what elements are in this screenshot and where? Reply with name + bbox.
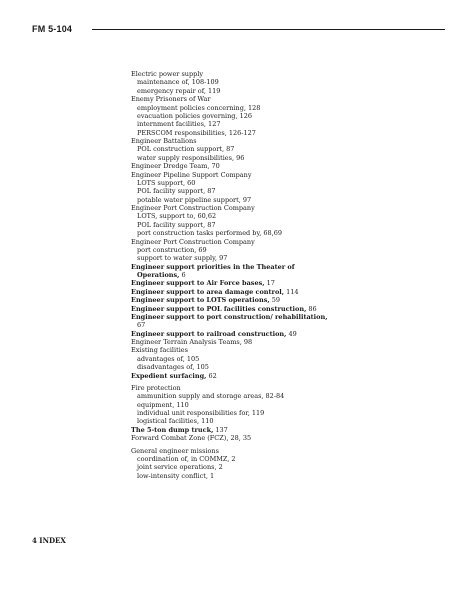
index-entry-page: 62	[206, 371, 217, 380]
index-entry: Enemy Prisoners of War	[131, 95, 211, 104]
index-entry-term: Engineer support to port construction/ rehabilitation,	[131, 312, 328, 321]
index-entry: Forward Combat Zone (FCZ), 28, 35	[131, 434, 252, 443]
index-subentry: logistical facilities, 110	[137, 417, 214, 426]
index-entry-bold	[131, 296, 336, 304]
index-entry-term: Expedient surfacing,	[131, 371, 207, 380]
index-subentry: individual unit responsibilities for, 119	[137, 409, 265, 417]
index-subentry: emergency repair of, 119	[137, 86, 221, 95]
index-entry-bold	[131, 305, 336, 313]
index-entry: Engineer Pipeline Support Company	[131, 170, 252, 179]
index-entry: Fire protection	[131, 383, 181, 392]
index-subentry: internment facilities, 127	[137, 120, 221, 129]
index-subentry: ammunition supply and storage areas, 82-84	[137, 392, 285, 401]
index-subentry: LOTS support, 60	[137, 178, 196, 187]
index-entry-page: 17	[264, 279, 275, 288]
index-subentry: equipment, 110	[137, 400, 189, 409]
page-header	[32, 24, 445, 36]
index-entry-bold	[131, 279, 336, 287]
index-entry-page: 67	[137, 321, 146, 330]
index-entry-term: Engineer support to POL facilities construction,	[131, 304, 307, 313]
index-entry-page: 114	[284, 287, 299, 296]
index-subentry: POL facility support, 87	[137, 187, 216, 196]
index-subentry: LOTS, support to, 60,62	[137, 212, 217, 221]
index-entry: Engineer Dredge Team, 70	[131, 162, 220, 171]
index-subentry: coordination of, in COMMZ, 2	[137, 454, 236, 463]
index-entry: Engineer Port Construction Company	[131, 204, 255, 212]
index-entry: Engineer Battalions	[131, 137, 197, 145]
index-entry-term: Engineer support to Air Force bases,	[131, 279, 265, 288]
index-entry: General engineer missions	[131, 446, 219, 455]
index-subentry: support to water supply, 97	[137, 254, 228, 263]
index-entry-page: 59	[269, 296, 280, 305]
manual-number: FM 5-104	[32, 24, 73, 34]
index-subentry: employment policies concerning, 128	[137, 103, 261, 112]
index-subentry: POL construction support, 87	[137, 145, 235, 154]
index-entry: Engineer Port Construction Company	[131, 237, 255, 246]
index-subentry: maintenance of, 108-109	[137, 78, 219, 87]
index-subentry: low-intensity conflict, 1	[137, 471, 215, 480]
index-entry-bold	[131, 372, 336, 380]
index-entry: Existing facilities	[131, 346, 188, 355]
index-entry-bold	[131, 263, 336, 280]
index-column	[131, 70, 336, 480]
index-entry: Engineer Terrain Analysis Teams, 98	[131, 338, 253, 346]
index-subentry: advantages of, 105	[137, 354, 200, 363]
index-entry-term: Engineer support priorities in the Theater of Operations,	[131, 262, 295, 279]
index-entry-bold	[131, 313, 336, 330]
index-subentry: water supply responsibilities, 96	[137, 153, 245, 162]
index-entry-page: 137	[213, 425, 228, 434]
index-entry-page: 86	[306, 304, 317, 313]
index-subentry: disadvantages of, 105	[137, 363, 209, 372]
index-entry-term: Engineer support to railroad construction,	[131, 329, 287, 338]
header-rule	[92, 29, 445, 30]
index-subentry: POL facility support, 87	[137, 220, 216, 229]
index-entry-bold	[131, 330, 336, 338]
index-entry-term: Engineer support to LOTS operations,	[131, 296, 270, 305]
index-entry-page: 49	[286, 329, 297, 338]
index-entry: Electric power supply	[131, 70, 204, 78]
index-entry-bold	[131, 288, 336, 296]
index-subentry: potable water pipeline support, 97	[137, 195, 252, 204]
index-subentry: PERSCOM responsibilities, 126-127	[137, 128, 256, 137]
index-subentry: joint service operations, 2	[137, 463, 223, 472]
index-entry-term: Engineer support to area damage control,	[131, 287, 285, 296]
index-subentry: evacuation policies governing, 126	[137, 111, 253, 120]
index-entry-page: 6	[179, 271, 186, 279]
index-subentry: port construction tasks performed by, 68,69	[137, 229, 282, 238]
index-entry-term: The 5-ton dump truck,	[131, 425, 214, 434]
page-footer: 4 INDEX	[32, 536, 66, 545]
index-subentry: port construction, 69	[137, 245, 207, 254]
index-entry-bold	[131, 426, 336, 434]
